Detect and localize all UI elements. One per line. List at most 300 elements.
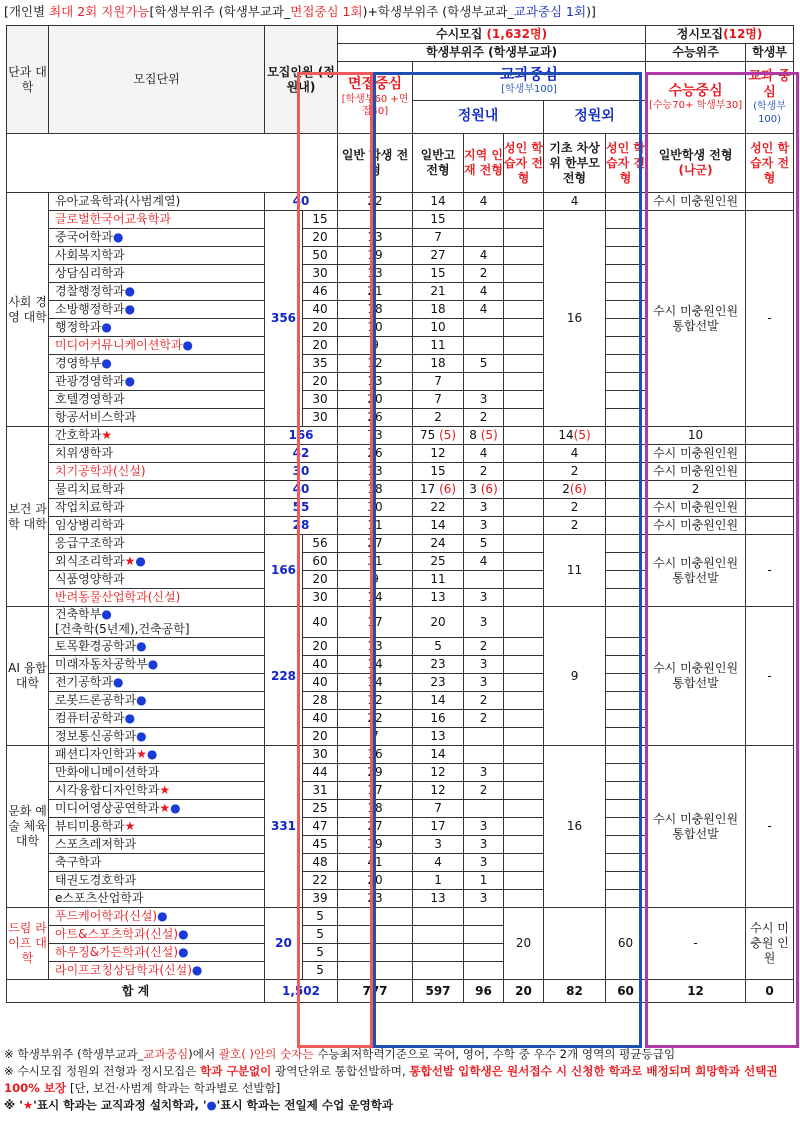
interview-cell [338,211,413,229]
adult2-cell [606,229,646,247]
suneung-cell: 수시 미충원인원 통합선발 [646,607,746,746]
quota-cell: 25 [303,800,338,818]
adult-cell [504,535,544,553]
group-quota-cell: 20 [265,908,303,980]
unit-cell: 작업치료학과 [49,499,265,517]
basic-cell [544,908,606,980]
generalhs-cell: 13 [413,890,464,908]
unit-cell: 컴퓨터공학과● [49,710,265,728]
note-2: ※ 수시모집 정원외 전형과 정시모집은 학과 구분없이 광역단위로 통합선발하며, 통합선발 입학생은 원서접수 시 신청한 학과로 배정되며 희망학과 선택권 100% 보장 [단, 보건·사범계 학과는 학과별로 선발함] [4,1064,778,1095]
adult3-cell [746,445,794,463]
basic-cell: 2 [544,517,606,535]
adult2-cell [606,409,646,427]
region-cell [464,319,504,337]
adult2-cell [606,373,646,391]
curr2-header: 교과 중심 (학생부 100) [746,62,794,134]
unit-cell: 시각융합디자인학과★ [49,782,265,800]
adult-cell [504,836,544,854]
region-cell: 3 [464,499,504,517]
basic-cell: 9 [544,607,606,746]
generalhs-cell: 11 [413,337,464,355]
quota-cell: 45 [303,836,338,854]
jeongwonoe-header: 정원외 [544,101,646,134]
interview-cell: 9 [338,337,413,355]
region-cell: 3 [464,391,504,409]
dot-icon: ● [135,554,146,568]
unit-cell: 소방행정학과● [49,301,265,319]
adult-cell [504,283,544,301]
suneung-cell: 수시 미충원인원 [646,517,746,535]
unit-cell: 물리치료학과 [49,481,265,499]
quota-cell: 40 [303,301,338,319]
interview-cell: 12 [338,355,413,373]
table-row [7,193,794,211]
adult2-cell [606,319,646,337]
quota-cell: 15 [303,211,338,229]
adult2-cell [606,800,646,818]
interview-cell: 41 [338,854,413,872]
college-cell: 사회 경영 대학 [7,193,49,427]
generalhs-cell: 18 [413,301,464,319]
total-row [7,980,794,1003]
adult3-cell [746,193,794,211]
adult-cell [504,674,544,692]
adult-cell [504,638,544,656]
interview-header: 면접중심 [학생부60 +면접40] [338,62,413,134]
total-b: 82 [544,980,606,1003]
adult-cell: 20 [504,908,544,980]
generalhs-cell: 10 [413,319,464,337]
quota-cell: 44 [303,764,338,782]
region-cell: 2 [464,265,504,283]
basic-cell: 16 [544,211,606,427]
region-cell: 3 [464,656,504,674]
unit-cell: 치위생학과 [49,445,265,463]
generalhs-cell: 20 [413,607,464,638]
region-cell: 5 [464,535,504,553]
adult-cell [504,728,544,746]
dot-icon: ● [101,356,112,370]
group-quota-cell: 356 [265,211,303,427]
suneung-cell: 10 [646,427,746,445]
generalhs-cell [413,908,464,926]
quota-cell: 30 [303,391,338,409]
region-cell: 3 [464,674,504,692]
adult3-cell: - [746,746,794,908]
suneung-cell: 수시 미충원인원 [646,445,746,463]
region-cell: 4 [464,445,504,463]
dot-icon: ● [124,711,136,725]
region-cell: 2 [464,692,504,710]
admission-table [6,25,794,1003]
interview-cell: 29 [338,764,413,782]
adult3-cell: 수시 미충원 인원 [746,908,794,980]
unit-cell: 경영학부● [49,355,265,373]
region-cell: 5 [464,355,504,373]
generalhs-cell [413,962,464,980]
interview-cell: 31 [338,553,413,571]
adult2-cell: 60 [606,908,646,980]
quota-cell: 40 [303,710,338,728]
unit-cell: 반려동물산업학과(신설) [49,589,265,607]
unit-cell: 치기공학과(신설) [49,463,265,481]
region-cell: 4 [464,193,504,211]
interview-cell: 21 [338,283,413,301]
adult-cell [504,319,544,337]
star-icon: ★ [136,747,147,761]
quota-cell: 50 [303,247,338,265]
interview-cell: 13 [338,463,413,481]
interview-cell: 18 [338,481,413,499]
generalhs-cell: 27 [413,247,464,265]
interview-cell [338,944,413,962]
interview-cell: 20 [338,391,413,409]
adult2-cell [606,337,646,355]
adult2-cell [606,391,646,409]
adult2-cell [606,571,646,589]
dot-icon: ● [146,747,158,761]
adult-cell [504,764,544,782]
region-cell [464,926,504,944]
adult-cell [504,890,544,908]
region-cell: 4 [464,247,504,265]
total-a: 20 [504,980,544,1003]
adult2-cell [606,211,646,229]
unit-cell: 뷰티미용학과★ [49,818,265,836]
quota-cell: 20 [303,638,338,656]
basic-cell: 14(5) [544,427,606,445]
interview-cell [338,962,413,980]
interview-cell: 22 [338,193,413,211]
adult-cell [504,391,544,409]
adult-cell [504,481,544,499]
adult2-cell [606,638,646,656]
adult2-cell [606,764,646,782]
table-row [7,746,794,764]
total-i: 777 [338,980,413,1003]
unit-cell: 항공서비스학과 [49,409,265,427]
adult-cell [504,607,544,638]
dot-icon: ● [101,607,112,621]
note-3: ※ '★'표시 학과는 교직과정 설치학과, '●'표시 학과는 전일제 수업 운영학과 [4,1098,394,1112]
adult2-cell [606,692,646,710]
adult-cell [504,782,544,800]
dot-icon: ● [124,284,136,298]
basic-cell: 2(6) [544,481,606,499]
unit-header: 모집단위 [49,26,265,134]
region-cell: 3 [464,517,504,535]
col-adult: 성인 학습자 전형 [504,134,544,193]
generalhs-cell: 14 [413,746,464,764]
unit-cell: 글로벌한국어교육학과 [49,211,265,229]
interview-cell: 18 [338,800,413,818]
suneung-cell: 수시 미충원인원 통합선발 [646,746,746,908]
dot-icon: ● [124,374,136,388]
adult2-cell [606,818,646,836]
adult-cell [504,427,544,445]
unit-cell: 행정학과● [49,319,265,337]
adult3-cell: - [746,211,794,427]
generalhs-cell: 7 [413,229,464,247]
adult2-cell [606,283,646,301]
unit-cell: 축구학과 [49,854,265,872]
region-cell [464,728,504,746]
interview-cell: 23 [338,890,413,908]
college-cell: 드림 라이프 대학 [7,908,49,980]
adult2-cell [606,782,646,800]
interview-cell: 30 [338,499,413,517]
unit-cell: 식품영양학과 [49,571,265,589]
adult-cell [504,301,544,319]
dot-icon: ● [178,927,189,941]
adult3-cell [746,463,794,481]
adult-cell [504,229,544,247]
total-r: 96 [464,980,504,1003]
unit-cell: 임상병리학과 [49,517,265,535]
region-cell: 3 (6) [464,481,504,499]
interview-cell [338,926,413,944]
college-cell: 문화 예술 체육 대학 [7,746,49,908]
adult-cell [504,193,544,211]
total-g: 597 [413,980,464,1003]
unit-cell: 로봇드론공학과● [49,692,265,710]
generalhs-cell: 23 [413,674,464,692]
basic-cell: 2 [544,463,606,481]
quota-cell: 55 [265,499,338,517]
generalhs-cell: 24 [413,535,464,553]
adult2-cell [606,746,646,764]
quota-cell: 5 [303,962,338,980]
generalhs-cell: 12 [413,764,464,782]
suneung-main-header: 수능위주 [646,44,746,62]
adult-cell [504,800,544,818]
generalhs-cell: 5 [413,638,464,656]
interview-cell: 17 [338,782,413,800]
generalhs-cell: 7 [413,391,464,409]
quota-cell: 56 [303,535,338,553]
basic-cell: 4 [544,445,606,463]
table-row [7,499,794,517]
dot-icon: ● [124,302,136,316]
generalhs-cell: 16 [413,710,464,728]
interview-cell: 16 [338,746,413,764]
interview-cell: 22 [338,710,413,728]
star-icon: ★ [159,783,171,797]
total-label: 합 계 [7,980,265,1003]
basic-cell: 11 [544,535,606,607]
quota-cell: 30 [303,409,338,427]
table-row [7,908,794,926]
group-quota-cell: 166 [265,535,303,607]
note-1: ※ 학생부위주 (학생부교과_교과중심)에서 괄호( )안의 숫자는 수능최저학력기준으로 국어, 영어, 수학 중 우수 2개 영역의 평균등급임 [4,1047,676,1061]
quota-cell: 28 [303,692,338,710]
quota-cell: 30 [303,746,338,764]
adult2-cell [606,355,646,373]
quota-cell: 20 [303,373,338,391]
generalhs-cell: 11 [413,571,464,589]
col-generalhs: 일반고 전형 [413,134,464,193]
generalhs-cell: 3 [413,836,464,854]
table-row [7,535,794,553]
adult-cell [504,355,544,373]
adult3-cell [746,499,794,517]
jeongsi-header: 정시모집(12명) [646,26,794,44]
unit-cell: 만화애니메이션학과 [49,764,265,782]
adult-cell [504,517,544,535]
generalhs-cell: 17 (6) [413,481,464,499]
adult-cell [504,463,544,481]
quota-cell: 60 [303,553,338,571]
unit-cell: 응급구조학과 [49,535,265,553]
unit-cell: 토목환경공학과● [49,638,265,656]
interview-cell: 13 [338,638,413,656]
interview-cell: 12 [338,692,413,710]
region-cell [464,908,504,926]
dot-icon: ● [136,693,147,707]
adult2-cell [606,445,646,463]
unit-cell: 외식조리학과★● [49,553,265,571]
adult2-cell [606,193,646,211]
group-quota-cell: 228 [265,607,303,746]
region-cell: 2 [464,710,504,728]
interview-cell: 18 [338,301,413,319]
interview-cell: 27 [338,535,413,553]
star-icon: ★ [124,554,136,568]
region-cell: 3 [464,836,504,854]
interview-cell: 27 [338,818,413,836]
adult-cell [504,571,544,589]
interview-cell: 17 [338,607,413,638]
unit-cell: e스포츠산업학과 [49,890,265,908]
quota-cell: 20 [303,337,338,355]
quota-cell: 40 [265,193,338,211]
generalhs-cell: 25 [413,553,464,571]
interview-cell: 73 [338,427,413,445]
adult2-cell [606,517,646,535]
total-quota: 1,502 [265,980,338,1003]
dot-icon: ● [112,675,124,689]
college-cell: AI 융합 대학 [7,607,49,746]
unit-cell: 미래자동차공학부● [49,656,265,674]
suneung-header: 수능중심 [수능70+ 학생부30] [646,62,746,134]
quota-header: 모집인원 (정원내) [265,26,338,134]
adult-cell [504,445,544,463]
region-cell: 2 [464,463,504,481]
quota-cell: 20 [303,728,338,746]
quota-cell: 47 [303,818,338,836]
dot-icon: ● [112,230,124,244]
unit-cell: 태권도경호학과 [49,872,265,890]
adult-cell [504,409,544,427]
adult2-cell [606,553,646,571]
region-cell: 4 [464,553,504,571]
adult2-cell [606,247,646,265]
quota-cell: 22 [303,872,338,890]
adult-cell [504,692,544,710]
dot-icon: ● [182,338,193,352]
adult2-cell [606,656,646,674]
unit-cell: 패션디자인학과★● [49,746,265,764]
region-cell: 3 [464,589,504,607]
adult-cell [504,872,544,890]
interview-cell: 11 [338,517,413,535]
adult-cell [504,746,544,764]
unit-cell: 중국어학과● [49,229,265,247]
generalhs-cell [413,944,464,962]
interview-cell: 13 [338,265,413,283]
unit-cell: 상담심리학과 [49,265,265,283]
quota-cell: 40 [265,481,338,499]
suneung-cell: 수시 미충원인원 [646,193,746,211]
adult-cell [504,553,544,571]
unit-cell: 미디어영상공연학과★● [49,800,265,818]
adult2-cell [606,728,646,746]
suneung-cell: 수시 미충원인원 통합선발 [646,535,746,607]
unit-cell: 하우징&가든학과(신설)● [49,944,265,962]
unit-cell: 호텔경영학과 [49,391,265,409]
adult-cell [504,373,544,391]
quota-cell: 30 [303,265,338,283]
adult-cell [504,211,544,229]
generalhs-cell: 13 [413,728,464,746]
col-adult3: 성인 학습자 전형 [746,134,794,193]
unit-cell: 유아교육학과(사범계열) [49,193,265,211]
unit-cell: 사회복지학과 [49,247,265,265]
dot-icon: ● [136,639,147,653]
generalhs-cell: 15 [413,211,464,229]
region-cell [464,337,504,355]
hakbu-header: 학생부위주 (학생부교과) [338,44,646,62]
total-a2: 60 [606,980,646,1003]
region-cell [464,746,504,764]
region-cell: 1 [464,872,504,890]
region-cell [464,373,504,391]
dot-icon: ● [136,729,147,743]
generalhs-cell: 23 [413,656,464,674]
group-quota-cell: 331 [265,746,303,908]
interview-cell: 7 [338,728,413,746]
dot-icon: ● [191,963,203,977]
quota-cell: 35 [303,355,338,373]
adult2-cell [606,265,646,283]
adult-cell [504,854,544,872]
unit-cell: 관광경영학과● [49,373,265,391]
adult3-cell [746,427,794,445]
suneung-cell: 수시 미충원인원 [646,463,746,481]
col-general: 일반 학생 전형 [338,134,413,193]
unit-cell: 건축학부● [건축학(5년제),건축공학] [49,607,265,638]
adult2-cell [606,535,646,553]
dot-icon: ● [178,945,189,959]
table-row [7,211,794,229]
generalhs-cell: 21 [413,283,464,301]
generalhs-cell: 12 [413,782,464,800]
adult-cell [504,247,544,265]
generalhs-cell: 14 [413,193,464,211]
quota-cell: 39 [303,890,338,908]
interview-cell: 10 [338,319,413,337]
interview-cell [338,908,413,926]
hakbu2-header: 학생부 [746,44,794,62]
generalhs-cell: 7 [413,373,464,391]
college-header: 단과 대학 [7,26,49,134]
table-row [7,481,794,499]
region-cell: 2 [464,638,504,656]
adult2-cell [606,427,646,445]
adult2-cell [606,890,646,908]
dot-icon: ● [170,801,181,815]
dot-icon: ● [157,909,168,923]
